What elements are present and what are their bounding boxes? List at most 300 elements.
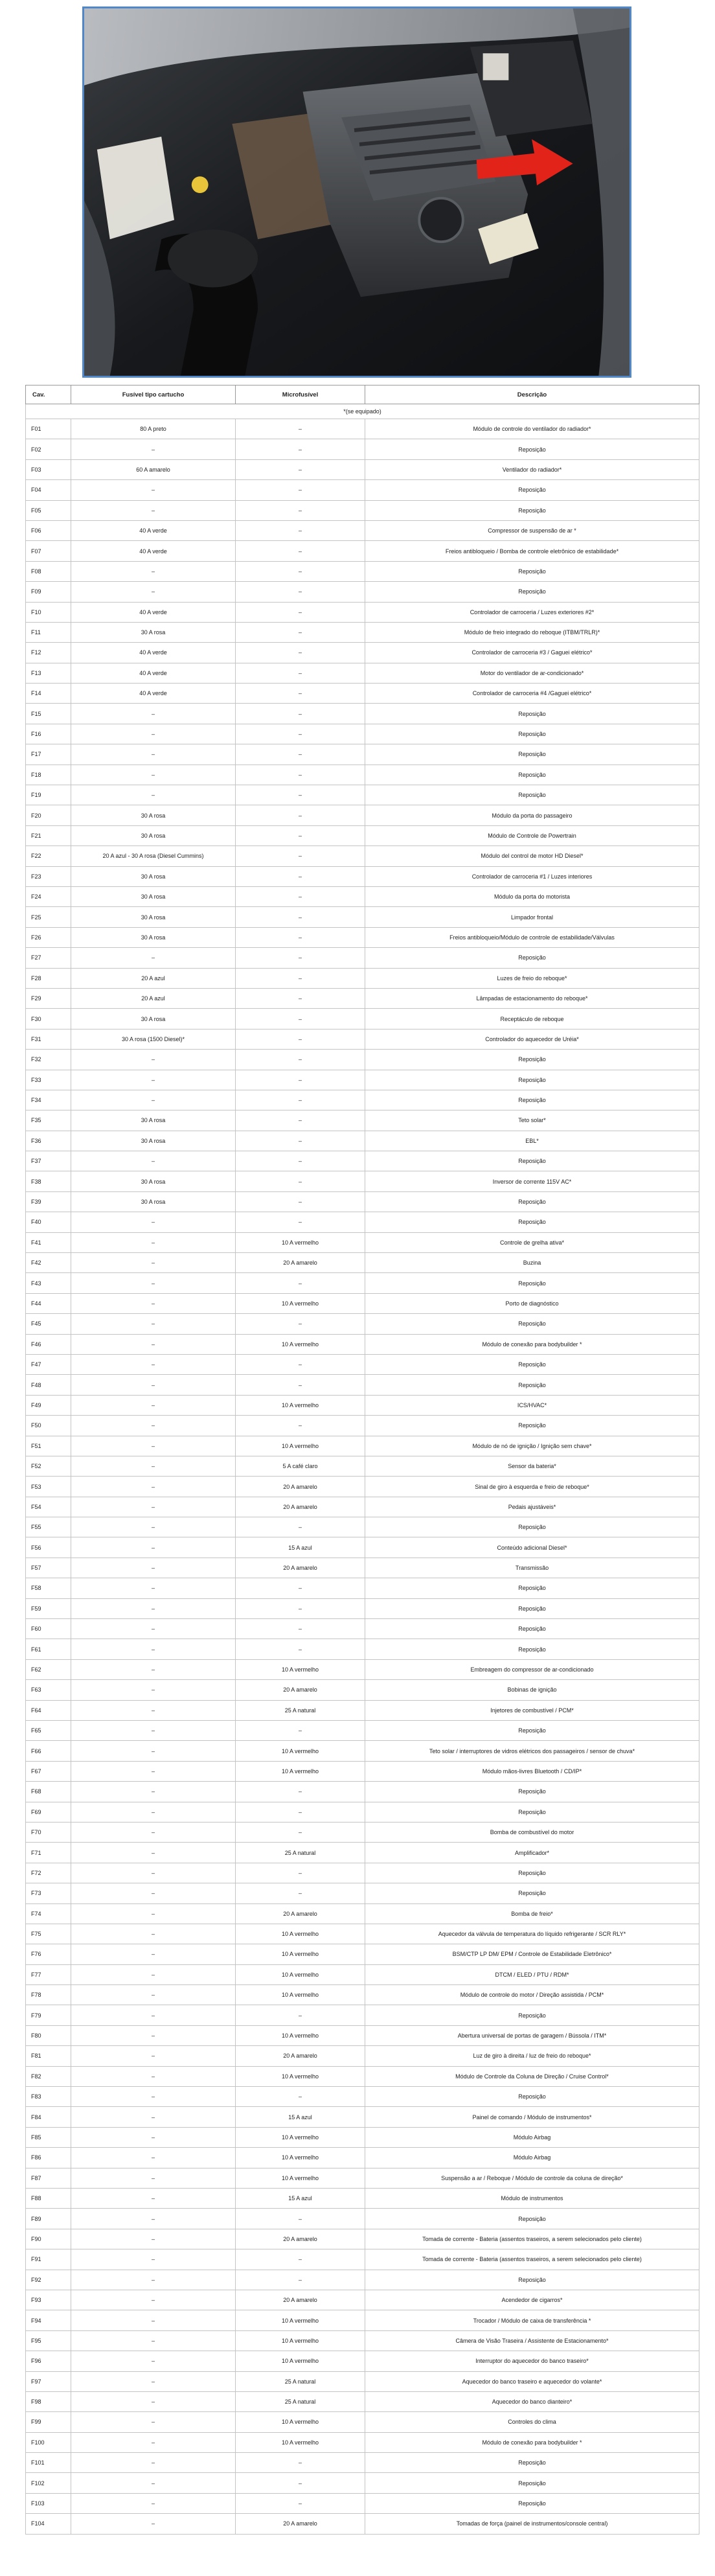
cartridge-fuse-cell: – — [71, 2473, 236, 2493]
table-row — [26, 1782, 699, 1802]
table-row — [26, 1436, 699, 1456]
cavity-cell: F83 — [26, 2087, 71, 2107]
cartridge-fuse-cell: – — [71, 1273, 236, 1293]
cavity-cell: F08 — [26, 561, 71, 581]
cartridge-fuse-cell: – — [71, 1253, 236, 1273]
description-cell: Reposição — [365, 1151, 699, 1171]
cartridge-fuse-cell: – — [71, 2249, 236, 2270]
micro-fuse-cell: 10 A vermelho — [236, 2148, 365, 2168]
table-row — [26, 846, 699, 866]
table-row — [26, 2148, 699, 2168]
description-cell: Trocador / Módulo de caixa de transferência * — [365, 2310, 699, 2330]
micro-fuse-cell: – — [236, 1029, 365, 1049]
description-cell: Receptáculo de reboque — [365, 1009, 699, 1029]
description-cell: Controlador do aquecedor de Uréia* — [365, 1029, 699, 1049]
description-cell: Reposição — [365, 2493, 699, 2513]
table-row — [26, 2168, 699, 2188]
micro-fuse-cell: – — [236, 2270, 365, 2290]
description-cell: Limpador frontal — [365, 907, 699, 927]
description-cell: Tomadas de força (painel de instrumentos/console central) — [365, 2514, 699, 2534]
description-cell: Reposição — [365, 1191, 699, 1212]
table-row — [26, 2229, 699, 2249]
micro-fuse-cell: – — [236, 684, 365, 704]
description-cell: Reposição — [365, 1314, 699, 1334]
table-row — [26, 2270, 699, 2290]
cartridge-fuse-cell: – — [71, 1395, 236, 1415]
cartridge-fuse-cell: – — [71, 2005, 236, 2025]
micro-fuse-cell: – — [236, 622, 365, 642]
description-cell: Teto solar* — [365, 1110, 699, 1131]
table-row — [26, 1416, 699, 1436]
cartridge-fuse-cell: – — [71, 2453, 236, 2473]
description-cell: BSM/CTP LP DM/ EPM / Controle de Estabilidade Eletrônico* — [365, 1944, 699, 1964]
description-cell: Aquecedor do banco traseiro e aquecedor do volante* — [365, 2371, 699, 2391]
cavity-cell: F47 — [26, 1354, 71, 1374]
micro-fuse-cell: 15 A azul — [236, 2107, 365, 2127]
description-cell: Reposição — [365, 1416, 699, 1436]
micro-fuse-cell: 20 A amarelo — [236, 2514, 365, 2534]
table-row — [26, 2066, 699, 2086]
cartridge-fuse-cell: 30 A rosa — [71, 825, 236, 845]
description-cell: Reposição — [365, 1375, 699, 1395]
table-row — [26, 968, 699, 988]
cavity-cell: F65 — [26, 1721, 71, 1741]
micro-fuse-cell: – — [236, 825, 365, 845]
table-row — [26, 2025, 699, 2045]
cavity-cell: F48 — [26, 1375, 71, 1395]
table-row — [26, 1070, 699, 1090]
table-row — [26, 1721, 699, 1741]
cavity-cell: F56 — [26, 1537, 71, 1558]
cartridge-fuse-cell: 30 A rosa — [71, 907, 236, 927]
table-row — [26, 1191, 699, 1212]
cavity-cell: F81 — [26, 2046, 71, 2066]
table-row — [26, 1477, 699, 1497]
cartridge-fuse-cell: – — [71, 1863, 236, 1883]
micro-fuse-cell: – — [236, 643, 365, 663]
table-row — [26, 2310, 699, 2330]
micro-fuse-cell: – — [236, 1070, 365, 1090]
table-row — [26, 520, 699, 540]
description-cell: Módulo Airbag — [365, 2127, 699, 2147]
cartridge-fuse-cell: 30 A rosa — [71, 1009, 236, 1029]
cartridge-fuse-cell: – — [71, 1456, 236, 1476]
cartridge-fuse-cell: – — [71, 1497, 236, 1517]
engine-bay-illustration — [84, 8, 630, 376]
description-cell: Reposição — [365, 2005, 699, 2025]
description-cell: Freios antibloqueio/Módulo de controle de estabilidade/Válvulas — [365, 927, 699, 947]
fuse-table — [25, 385, 699, 2535]
description-cell: Módulo mãos-livres Bluetooth / CD/IP* — [365, 1761, 699, 1781]
cartridge-fuse-cell: – — [71, 1436, 236, 1456]
micro-fuse-cell: – — [236, 765, 365, 785]
description-cell: Reposição — [365, 2270, 699, 2290]
cartridge-fuse-cell: – — [71, 2087, 236, 2107]
cavity-cell: F74 — [26, 1903, 71, 1924]
cavity-cell: F63 — [26, 1680, 71, 1700]
cartridge-fuse-cell: – — [71, 1314, 236, 1334]
table-row — [26, 2188, 699, 2208]
description-cell: DTCM / ELED / PTU / RDM* — [365, 1964, 699, 1984]
description-cell: Reposição — [365, 1273, 699, 1293]
cavity-cell: F36 — [26, 1131, 71, 1151]
cavity-cell: F76 — [26, 1944, 71, 1964]
table-row — [26, 1924, 699, 1944]
table-row — [26, 500, 699, 520]
cartridge-fuse-cell: – — [71, 1334, 236, 1354]
description-cell: Buzina — [365, 1253, 699, 1273]
cavity-cell: F98 — [26, 2391, 71, 2411]
cavity-cell: F61 — [26, 1639, 71, 1659]
micro-fuse-cell: – — [236, 1416, 365, 1436]
description-cell: Controle de grelha ativa* — [365, 1232, 699, 1252]
cavity-cell: F54 — [26, 1497, 71, 1517]
micro-fuse-cell: – — [236, 1619, 365, 1639]
description-cell: Reposição — [365, 1090, 699, 1110]
cartridge-fuse-cell: 30 A rosa (1500 Diesel)* — [71, 1029, 236, 1049]
cavity-cell: F15 — [26, 704, 71, 724]
cavity-cell: F20 — [26, 805, 71, 825]
cavity-cell: F40 — [26, 1212, 71, 1232]
table-row — [26, 663, 699, 683]
cartridge-fuse-cell: 30 A rosa — [71, 866, 236, 886]
description-cell: Bobinas de ignição — [365, 1680, 699, 1700]
micro-fuse-cell: – — [236, 663, 365, 683]
table-row — [26, 2514, 699, 2534]
cartridge-fuse-cell: – — [71, 1598, 236, 1618]
cavity-cell: F64 — [26, 1700, 71, 1720]
cartridge-fuse-cell: 40 A verde — [71, 643, 236, 663]
cartridge-fuse-cell: – — [71, 1964, 236, 1984]
cartridge-fuse-cell: – — [71, 1619, 236, 1639]
micro-fuse-cell: 10 A vermelho — [236, 2432, 365, 2452]
table-row — [26, 1497, 699, 1517]
cartridge-fuse-cell: – — [71, 1070, 236, 1090]
description-cell: Controles do clima — [365, 2412, 699, 2432]
description-cell: Reposição — [365, 480, 699, 500]
table-row — [26, 1212, 699, 1232]
micro-fuse-cell: – — [236, 1171, 365, 1191]
cartridge-fuse-cell: – — [71, 2209, 236, 2229]
table-row — [26, 643, 699, 663]
cartridge-fuse-cell: 40 A verde — [71, 684, 236, 704]
cartridge-fuse-cell: – — [71, 1883, 236, 1903]
header-description: Descrição — [365, 385, 699, 404]
cartridge-fuse-cell: – — [71, 1354, 236, 1374]
table-row — [26, 2005, 699, 2025]
table-row — [26, 1822, 699, 1842]
description-cell: Reposição — [365, 785, 699, 805]
cavity-cell: F23 — [26, 866, 71, 886]
micro-fuse-cell: 10 A vermelho — [236, 1232, 365, 1252]
table-row — [26, 2046, 699, 2066]
micro-fuse-cell: 5 A café claro — [236, 1456, 365, 1476]
cartridge-fuse-cell: – — [71, 2127, 236, 2147]
cartridge-fuse-cell: – — [71, 582, 236, 602]
cavity-cell: F13 — [26, 663, 71, 683]
cavity-cell: F79 — [26, 2005, 71, 2025]
table-row — [26, 459, 699, 479]
micro-fuse-cell: 10 A vermelho — [236, 1659, 365, 1679]
description-cell: Luz de giro à direita / luz de freio do reboque* — [365, 2046, 699, 2066]
cavity-cell: F25 — [26, 907, 71, 927]
description-cell: Módulo de conexão para bodybuilder * — [365, 2432, 699, 2452]
table-row — [26, 2127, 699, 2147]
micro-fuse-cell: – — [236, 1883, 365, 1903]
cavity-cell: F14 — [26, 684, 71, 704]
micro-fuse-cell: 10 A vermelho — [236, 2127, 365, 2147]
cartridge-fuse-cell: – — [71, 1985, 236, 2005]
description-cell: Módulo de instrumentos — [365, 2188, 699, 2208]
table-row — [26, 1110, 699, 1131]
cavity-cell: F99 — [26, 2412, 71, 2432]
cartridge-fuse-cell: – — [71, 1741, 236, 1761]
description-cell: Transmissão — [365, 1558, 699, 1578]
cartridge-fuse-cell: – — [71, 1212, 236, 1232]
micro-fuse-cell: 10 A vermelho — [236, 2025, 365, 2045]
table-row — [26, 1659, 699, 1679]
micro-fuse-cell: – — [236, 1639, 365, 1659]
table-row — [26, 886, 699, 906]
cartridge-fuse-cell: – — [71, 2290, 236, 2310]
cartridge-fuse-cell: 30 A rosa — [71, 622, 236, 642]
cartridge-fuse-cell: 40 A verde — [71, 520, 236, 540]
cavity-cell: F11 — [26, 622, 71, 642]
cavity-cell: F60 — [26, 1619, 71, 1639]
micro-fuse-cell: – — [236, 2209, 365, 2229]
description-cell: Módulo de Controle de Powertrain — [365, 825, 699, 845]
micro-fuse-cell: – — [236, 459, 365, 479]
micro-fuse-cell: – — [236, 1354, 365, 1374]
description-cell: Tomada de corrente - Bateria (assentos traseiros, a serem selecionados pelo cliente) — [365, 2249, 699, 2270]
description-cell: Reposição — [365, 1619, 699, 1639]
cartridge-fuse-cell: – — [71, 1232, 236, 1252]
cartridge-fuse-cell: 80 A preto — [71, 419, 236, 439]
cartridge-fuse-cell: 30 A rosa — [71, 886, 236, 906]
table-row — [26, 1050, 699, 1070]
cavity-cell: F35 — [26, 1110, 71, 1131]
cartridge-fuse-cell: – — [71, 1802, 236, 1822]
cavity-cell: F95 — [26, 2330, 71, 2351]
micro-fuse-cell: – — [236, 419, 365, 439]
table-row — [26, 1232, 699, 1252]
table-row — [26, 1680, 699, 1700]
micro-fuse-cell: – — [236, 1578, 365, 1598]
cavity-cell: F89 — [26, 2209, 71, 2229]
table-row — [26, 1171, 699, 1191]
table-row — [26, 2391, 699, 2411]
description-cell: Módulo de freio integrado do reboque (ITBM/TRLR)* — [365, 622, 699, 642]
cartridge-fuse-cell: – — [71, 1843, 236, 1863]
micro-fuse-cell: 25 A natural — [236, 1700, 365, 1720]
description-cell: Tomada de corrente - Bateria (assentos traseiros, a serem selecionados pelo cliente) — [365, 2229, 699, 2249]
table-row — [26, 927, 699, 947]
cavity-cell: F73 — [26, 1883, 71, 1903]
table-row — [26, 724, 699, 744]
micro-fuse-cell: – — [236, 1110, 365, 1131]
table-row — [26, 1253, 699, 1273]
micro-fuse-cell: – — [236, 1151, 365, 1171]
table-row — [26, 988, 699, 1008]
cartridge-fuse-cell: 40 A verde — [71, 541, 236, 561]
micro-fuse-cell: – — [236, 1090, 365, 1110]
cavity-cell: F16 — [26, 724, 71, 744]
cavity-cell: F104 — [26, 2514, 71, 2534]
description-cell: Reposição — [365, 2087, 699, 2107]
cavity-cell: F75 — [26, 1924, 71, 1944]
cavity-cell: F66 — [26, 1741, 71, 1761]
micro-fuse-cell: 25 A natural — [236, 2391, 365, 2411]
description-cell: Reposição — [365, 1721, 699, 1741]
table-row — [26, 805, 699, 825]
micro-fuse-cell: 20 A amarelo — [236, 2046, 365, 2066]
cavity-cell: F19 — [26, 785, 71, 805]
description-cell: Reposição — [365, 765, 699, 785]
cavity-cell: F92 — [26, 2270, 71, 2290]
description-cell: Sensor da bateria* — [365, 1456, 699, 1476]
cavity-cell: F77 — [26, 1964, 71, 1984]
cartridge-fuse-cell: – — [71, 2148, 236, 2168]
description-cell: Controlador de carroceria #1 / Luzes interiores — [365, 866, 699, 886]
cartridge-fuse-cell: 30 A rosa — [71, 1191, 236, 1212]
table-row — [26, 1456, 699, 1476]
cartridge-fuse-cell: – — [71, 2351, 236, 2371]
cavity-cell: F45 — [26, 1314, 71, 1334]
micro-fuse-cell: 25 A natural — [236, 1843, 365, 1863]
cartridge-fuse-cell: 30 A rosa — [71, 1131, 236, 1151]
description-cell: Reposição — [365, 1517, 699, 1537]
cavity-cell: F02 — [26, 439, 71, 459]
cartridge-fuse-cell: – — [71, 1293, 236, 1313]
description-cell: Controlador de carroceria #3 / Gaguei elétrico* — [365, 643, 699, 663]
micro-fuse-cell: – — [236, 886, 365, 906]
table-row — [26, 866, 699, 886]
cavity-cell: F68 — [26, 1782, 71, 1802]
cartridge-fuse-cell: – — [71, 2168, 236, 2188]
cavity-cell: F72 — [26, 1863, 71, 1883]
cartridge-fuse-cell: – — [71, 1639, 236, 1659]
micro-fuse-cell: – — [236, 561, 365, 581]
description-cell: Reposição — [365, 561, 699, 581]
description-cell: Painel de comando / Módulo de instrumentos* — [365, 2107, 699, 2127]
table-row — [26, 1700, 699, 1720]
description-cell: EBL* — [365, 1131, 699, 1151]
table-row — [26, 1090, 699, 1110]
description-cell: Inversor de corrente 115V AC* — [365, 1171, 699, 1191]
micro-fuse-cell: – — [236, 907, 365, 927]
micro-fuse-cell: 10 A vermelho — [236, 1761, 365, 1781]
cartridge-fuse-cell: – — [71, 948, 236, 968]
table-row — [26, 2371, 699, 2391]
cartridge-fuse-cell: – — [71, 1416, 236, 1436]
cavity-cell: F94 — [26, 2310, 71, 2330]
cartridge-fuse-cell: – — [71, 1578, 236, 1598]
cartridge-fuse-cell: – — [71, 1151, 236, 1171]
description-cell: Reposição — [365, 1212, 699, 1232]
description-cell: Teto solar / interruptores de vidros elétricos dos passageiros / sensor de chuva* — [365, 1741, 699, 1761]
micro-fuse-cell: – — [236, 1273, 365, 1293]
cavity-cell: F80 — [26, 2025, 71, 2045]
micro-fuse-cell: 10 A vermelho — [236, 2168, 365, 2188]
cavity-cell: F09 — [26, 582, 71, 602]
description-cell: Reposição — [365, 1863, 699, 1883]
table-row — [26, 948, 699, 968]
table-row — [26, 1985, 699, 2005]
table-row — [26, 1903, 699, 1924]
micro-fuse-cell: – — [236, 1863, 365, 1883]
description-cell: Bomba de combustível do motor — [365, 1822, 699, 1842]
micro-fuse-cell: – — [236, 1131, 365, 1151]
micro-fuse-cell: – — [236, 1721, 365, 1741]
cavity-cell: F34 — [26, 1090, 71, 1110]
table-row — [26, 2412, 699, 2432]
cavity-cell: F96 — [26, 2351, 71, 2371]
cartridge-fuse-cell: – — [71, 2371, 236, 2391]
cartridge-fuse-cell: 30 A rosa — [71, 927, 236, 947]
cartridge-fuse-cell: – — [71, 2310, 236, 2330]
cartridge-fuse-cell: – — [71, 1090, 236, 1110]
micro-fuse-cell: 10 A vermelho — [236, 1741, 365, 1761]
cavity-cell: F57 — [26, 1558, 71, 1578]
cartridge-fuse-cell: – — [71, 561, 236, 581]
description-cell: Reposição — [365, 948, 699, 968]
cavity-cell: F27 — [26, 948, 71, 968]
micro-fuse-cell: – — [236, 785, 365, 805]
table-row — [26, 582, 699, 602]
micro-fuse-cell: – — [236, 602, 365, 622]
description-cell: Reposição — [365, 724, 699, 744]
cartridge-fuse-cell: – — [71, 2391, 236, 2411]
cavity-cell: F55 — [26, 1517, 71, 1537]
table-row — [26, 1883, 699, 1903]
cartridge-fuse-cell: 20 A azul — [71, 968, 236, 988]
cartridge-fuse-cell: – — [71, 724, 236, 744]
description-cell: Reposição — [365, 439, 699, 459]
table-header-row — [26, 385, 699, 404]
description-cell: Aquecedor da válvula de temperatura do líquido refrigerante / SCR RLY* — [365, 1924, 699, 1944]
description-cell: Freios antibloqueio / Bomba de controle eletrônico de estabilidade* — [365, 541, 699, 561]
description-cell: Módulo de nó de ignição / Ignição sem chave* — [365, 1436, 699, 1456]
cartridge-fuse-cell: – — [71, 439, 236, 459]
micro-fuse-cell: – — [236, 1009, 365, 1029]
cartridge-fuse-cell: – — [71, 2229, 236, 2249]
cartridge-fuse-cell: – — [71, 744, 236, 765]
cavity-cell: F70 — [26, 1822, 71, 1842]
micro-fuse-cell: 10 A vermelho — [236, 1964, 365, 1984]
equipped-note: *(se equipado) — [26, 404, 699, 419]
description-cell: Módulo de controle do ventilador do radiador* — [365, 419, 699, 439]
description-cell: Reposição — [365, 1050, 699, 1070]
cartridge-fuse-cell: – — [71, 2493, 236, 2513]
cavity-cell: F62 — [26, 1659, 71, 1679]
cavity-cell: F42 — [26, 1253, 71, 1273]
micro-fuse-cell: – — [236, 2005, 365, 2025]
micro-fuse-cell: 10 A vermelho — [236, 1985, 365, 2005]
micro-fuse-cell: – — [236, 988, 365, 1008]
cartridge-fuse-cell: – — [71, 704, 236, 724]
description-cell: Módulo Airbag — [365, 2148, 699, 2168]
table-row — [26, 1558, 699, 1578]
micro-fuse-cell: – — [236, 2473, 365, 2493]
description-cell: ICS/HVAC* — [365, 1395, 699, 1415]
micro-fuse-cell: 10 A vermelho — [236, 1944, 365, 1964]
cavity-cell: F39 — [26, 1191, 71, 1212]
micro-fuse-cell: 10 A vermelho — [236, 2330, 365, 2351]
micro-fuse-cell: 10 A vermelho — [236, 1924, 365, 1944]
cavity-cell: F53 — [26, 1477, 71, 1497]
cavity-cell: F05 — [26, 500, 71, 520]
table-row — [26, 744, 699, 765]
